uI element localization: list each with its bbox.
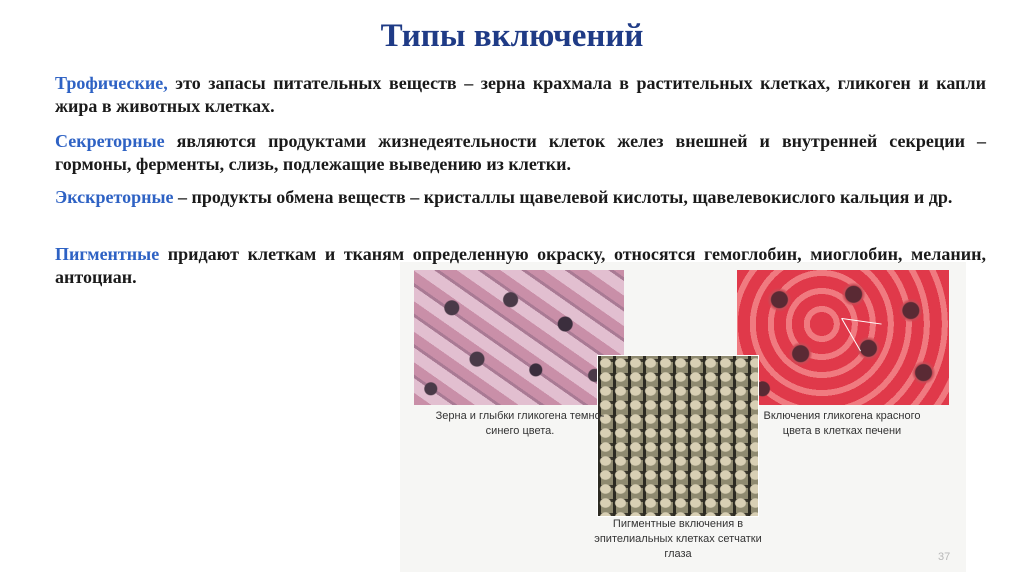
paragraph-pigment-text: придают клеткам и тканям определенную окраску, относятся гемоглобин, миоглобин, меланин, антоциан. bbox=[55, 244, 986, 287]
paragraph-pigment bbox=[55, 243, 986, 289]
caption-retina-pigment: Пигментные включения в эпителиальных клетках сетчатки глаза bbox=[594, 518, 762, 560]
term-pigment: Пигментные bbox=[55, 244, 160, 264]
term-excretory: Экскреторные bbox=[55, 187, 174, 207]
paragraph-excretory bbox=[55, 186, 986, 209]
paragraph-secretory-text: являются продуктами жизнедеятельности клеток желез внешней и внутренней секреции – гормоны, ферменты, слизь, подлежащие выведению из клетки. bbox=[55, 131, 986, 174]
paragraph-trophic bbox=[55, 72, 986, 118]
micrograph-glycogen-blue bbox=[414, 270, 624, 405]
term-secretory: Секреторные bbox=[55, 131, 165, 151]
micrograph-glycogen-red bbox=[737, 270, 949, 405]
slide-title: Типы включений bbox=[380, 18, 644, 54]
caption-glycogen-red: Включения гликогена красного цвета в клетках печени bbox=[763, 410, 921, 437]
caption-glycogen-blue: Зерна и глыбки гликогена темно-синего цвета. bbox=[435, 410, 605, 437]
term-trophic: Трофические, bbox=[55, 73, 168, 93]
paragraph-trophic-text: это запасы питательных веществ – зерна крахмала в растительных клетках, гликоген и капли жира в животных клетках. bbox=[55, 73, 986, 116]
page-number: 37 bbox=[938, 551, 951, 563]
micrograph-retina-pigment bbox=[597, 355, 759, 517]
paragraph-secretory bbox=[55, 130, 986, 176]
paragraph-excretory-text: – продукты обмена веществ – кристаллы щавелевой кислоты, щавелевокислого кальция и др. bbox=[173, 187, 953, 207]
